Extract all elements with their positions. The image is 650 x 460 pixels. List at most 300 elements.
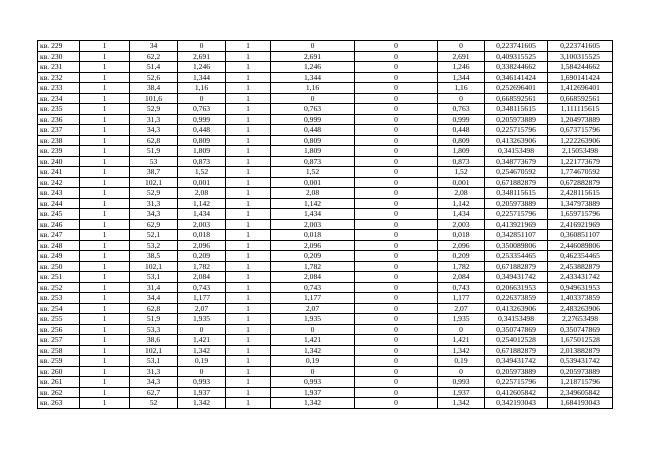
table-cell: 62,8 <box>130 303 178 314</box>
table-cell: 1,782 <box>438 261 485 272</box>
table-cell: 1 <box>226 72 271 83</box>
table-cell: 1 <box>80 377 130 388</box>
table-cell: 1,142 <box>271 198 355 209</box>
table-cell: 1,221773679 <box>548 156 613 167</box>
table-cell: 0 <box>355 219 438 230</box>
table-cell: 1 <box>80 345 130 356</box>
table-cell: 1,342 <box>438 345 485 356</box>
table-cell: 0 <box>355 93 438 104</box>
table-cell: 2,691 <box>178 51 226 62</box>
table-cell: 1 <box>226 83 271 94</box>
table-row <box>38 188 613 199</box>
table-cell: 0,743 <box>438 282 485 293</box>
table-cell: 0,949631953 <box>548 282 613 293</box>
table-cell: 1,16 <box>438 83 485 94</box>
table-cell: 1 <box>80 324 130 335</box>
table-cell: 1 <box>80 209 130 220</box>
table-cell: 0,34153498 <box>485 146 548 157</box>
apartment-label-cell: кв. 241 <box>38 167 80 178</box>
table-cell: 1,344 <box>271 72 355 83</box>
table-cell: 0 <box>355 335 438 346</box>
table-cell: 31,3 <box>130 114 178 125</box>
table-cell: 0,360851107 <box>548 230 613 241</box>
table-row <box>38 72 613 83</box>
table-cell: 0 <box>438 41 485 52</box>
table-cell: 1 <box>226 230 271 241</box>
table-cell: 1 <box>80 261 130 272</box>
table-cell: 1,690141424 <box>548 72 613 83</box>
table-cell: 0,350747869 <box>485 324 548 335</box>
apartment-label-cell: кв. 252 <box>38 282 80 293</box>
table-cell: 34 <box>130 41 178 52</box>
table-cell: 38,4 <box>130 83 178 94</box>
table-cell: 0,349431742 <box>485 356 548 367</box>
apartment-label-cell: кв. 263 <box>38 398 80 409</box>
table-cell: 1 <box>80 230 130 241</box>
table-row <box>38 51 613 62</box>
table-row <box>38 314 613 325</box>
table-cell: 1 <box>226 198 271 209</box>
table-cell: 0 <box>355 125 438 136</box>
table-cell: 0 <box>271 366 355 377</box>
table-cell: 1 <box>226 93 271 104</box>
table-cell: 1 <box>226 314 271 325</box>
table-cell: 1,937 <box>271 387 355 398</box>
table-cell: 53 <box>130 156 178 167</box>
table-cell: 52,9 <box>130 104 178 115</box>
table-cell: 2,084 <box>438 272 485 283</box>
table-cell: 0 <box>355 314 438 325</box>
apartment-label-cell: кв. 247 <box>38 230 80 241</box>
table-cell: 1,142 <box>178 198 226 209</box>
table-cell: 31,4 <box>130 282 178 293</box>
table-cell: 1 <box>226 303 271 314</box>
table-row <box>38 125 613 136</box>
table-cell: 0 <box>438 366 485 377</box>
table-cell: 0,34153498 <box>485 314 548 325</box>
table-cell: 0,999 <box>271 114 355 125</box>
table-cell: 31,3 <box>130 198 178 209</box>
table-cell: 1,342 <box>271 345 355 356</box>
table-cell: 1 <box>226 156 271 167</box>
apartment-label-cell: кв. 248 <box>38 240 80 251</box>
table-cell: 1 <box>226 282 271 293</box>
table-cell: 1,782 <box>178 261 226 272</box>
table-cell: 1 <box>80 272 130 283</box>
table-cell: 0,412605842 <box>485 387 548 398</box>
table-cell: 0,018 <box>271 230 355 241</box>
table-cell: 0,001 <box>178 177 226 188</box>
table-cell: 0 <box>355 156 438 167</box>
table-cell: 0,223741605 <box>548 41 613 52</box>
table-row <box>38 251 613 262</box>
table-row <box>38 198 613 209</box>
table-cell: 0 <box>355 251 438 262</box>
table-cell: 0,348115615 <box>485 188 548 199</box>
table-cell: 2,07 <box>271 303 355 314</box>
table-row <box>38 272 613 283</box>
table-cell: 0,349431742 <box>485 272 548 283</box>
table-cell: 0 <box>271 324 355 335</box>
table-cell: 52 <box>130 398 178 409</box>
table-cell: 0,671882879 <box>485 345 548 356</box>
table-cell: 1 <box>226 366 271 377</box>
table-cell: 0,205973889 <box>485 366 548 377</box>
table-cell: 1,52 <box>178 167 226 178</box>
table-cell: 0 <box>355 167 438 178</box>
table-cell: 1 <box>80 188 130 199</box>
table-cell: 0 <box>355 188 438 199</box>
table-row <box>38 62 613 73</box>
table-cell: 1,344 <box>438 72 485 83</box>
table-cell: 0 <box>355 72 438 83</box>
table-cell: 0,226373859 <box>485 293 548 304</box>
apartment-label-cell: кв. 262 <box>38 387 80 398</box>
table-cell: 0 <box>355 62 438 73</box>
table-cell: 2,003 <box>438 219 485 230</box>
table-row <box>38 345 613 356</box>
table-cell: 0,448 <box>438 125 485 136</box>
table-cell: 1 <box>226 240 271 251</box>
table-cell: 0,999 <box>178 114 226 125</box>
table-cell: 1 <box>80 125 130 136</box>
table-row <box>38 366 613 377</box>
table-cell: 0,348773679 <box>485 156 548 167</box>
table-row <box>38 282 613 293</box>
table-cell: 0,763 <box>271 104 355 115</box>
table-cell: 0 <box>271 93 355 104</box>
table-cell: 1 <box>226 114 271 125</box>
table-row <box>38 177 613 188</box>
apartment-label-cell: кв. 256 <box>38 324 80 335</box>
table-cell: 2,003 <box>178 219 226 230</box>
table-cell: 2,096 <box>271 240 355 251</box>
table-cell: 0 <box>178 41 226 52</box>
apartment-label-cell: кв. 245 <box>38 209 80 220</box>
table-cell: 51,9 <box>130 146 178 157</box>
table-cell: 62,9 <box>130 219 178 230</box>
apartment-label-cell: кв. 236 <box>38 114 80 125</box>
apartment-label-cell: кв. 244 <box>38 198 80 209</box>
table-cell: 0 <box>355 51 438 62</box>
table-row <box>38 219 613 230</box>
table-cell: 1 <box>80 156 130 167</box>
table-cell: 31,3 <box>130 366 178 377</box>
table-cell: 101,6 <box>130 93 178 104</box>
table-cell: 1 <box>226 135 271 146</box>
table-cell: 0,873 <box>438 156 485 167</box>
table-cell: 1 <box>80 251 130 262</box>
table-cell: 2,084 <box>271 272 355 283</box>
table-cell: 1,659715796 <box>548 209 613 220</box>
table-cell: 1 <box>80 387 130 398</box>
table-cell: 0 <box>438 93 485 104</box>
table-cell: 1,246 <box>438 62 485 73</box>
table-cell: 0,19 <box>438 356 485 367</box>
table-cell: 1 <box>226 324 271 335</box>
table-row <box>38 387 613 398</box>
table-cell: 102,1 <box>130 177 178 188</box>
table-cell: 1,344 <box>178 72 226 83</box>
table-cell: 0 <box>355 209 438 220</box>
table-cell: 2,483263906 <box>548 303 613 314</box>
table-cell: 0,346141424 <box>485 72 548 83</box>
table-cell: 1,342 <box>438 398 485 409</box>
table-cell: 1,342 <box>271 398 355 409</box>
table-row <box>38 335 613 346</box>
table-cell: 0 <box>355 345 438 356</box>
table-cell: 102,1 <box>130 261 178 272</box>
table-cell: 0,743 <box>178 282 226 293</box>
table-cell: 2,013882879 <box>548 345 613 356</box>
apartment-data-table <box>37 40 613 409</box>
apartment-label-cell: кв. 259 <box>38 356 80 367</box>
table-cell: 1,347973889 <box>548 198 613 209</box>
table-cell: 1,584244662 <box>548 62 613 73</box>
apartment-label-cell: кв. 235 <box>38 104 80 115</box>
table-cell: 0 <box>355 198 438 209</box>
table-cell: 1 <box>226 387 271 398</box>
table-cell: 1,434 <box>178 209 226 220</box>
table-cell: 0,413921969 <box>485 219 548 230</box>
apartment-label-cell: кв. 237 <box>38 125 80 136</box>
table-cell: 0,253354465 <box>485 251 548 262</box>
table-cell: 1,342 <box>178 345 226 356</box>
table-cell: 0,342193043 <box>485 398 548 409</box>
apartment-label-cell: кв. 246 <box>38 219 80 230</box>
table-row <box>38 41 613 52</box>
table-cell: 2,07 <box>438 303 485 314</box>
table-cell: 0 <box>178 93 226 104</box>
apartment-label-cell: кв. 242 <box>38 177 80 188</box>
table-cell: 0,671882879 <box>485 177 548 188</box>
table-cell: 1 <box>80 366 130 377</box>
table-cell: 1,434 <box>271 209 355 220</box>
table-cell: 0,809 <box>438 135 485 146</box>
table-cell: 1 <box>80 146 130 157</box>
table-cell: 0 <box>355 135 438 146</box>
table-cell: 0 <box>355 41 438 52</box>
apartment-label-cell: кв. 243 <box>38 188 80 199</box>
table-cell: 38,6 <box>130 335 178 346</box>
table-cell: 1,684193043 <box>548 398 613 409</box>
table-row <box>38 146 613 157</box>
table-row <box>38 377 613 388</box>
table-cell: 62,8 <box>130 135 178 146</box>
table-cell: 0,448 <box>271 125 355 136</box>
table-cell: 1 <box>226 125 271 136</box>
table-cell: 0,225715796 <box>485 125 548 136</box>
apartment-label-cell: кв. 238 <box>38 135 80 146</box>
table-cell: 0,223741605 <box>485 41 548 52</box>
table-cell: 0,018 <box>438 230 485 241</box>
table-cell: 0,668592561 <box>548 93 613 104</box>
table-cell: 0,673715796 <box>548 125 613 136</box>
table-row <box>38 114 613 125</box>
table-cell: 1,809 <box>178 146 226 157</box>
table-cell: 1 <box>80 293 130 304</box>
table-row <box>38 261 613 272</box>
table-cell: 1,52 <box>271 167 355 178</box>
table-cell: 0,763 <box>438 104 485 115</box>
apartment-label-cell: кв. 249 <box>38 251 80 262</box>
table-row <box>38 324 613 335</box>
table-cell: 1,937 <box>438 387 485 398</box>
table-cell: 1 <box>226 272 271 283</box>
table-body <box>38 41 613 409</box>
table-cell: 53,3 <box>130 324 178 335</box>
table-cell: 0 <box>355 387 438 398</box>
table-cell: 0 <box>438 324 485 335</box>
table-cell: 1,222263906 <box>548 135 613 146</box>
table-cell: 38,5 <box>130 251 178 262</box>
table-cell: 0 <box>355 324 438 335</box>
table-cell: 0,205973889 <box>548 366 613 377</box>
apartment-label-cell: кв. 231 <box>38 62 80 73</box>
table-cell: 2,428115615 <box>548 188 613 199</box>
table-cell: 1,177 <box>178 293 226 304</box>
table-cell: 0 <box>355 303 438 314</box>
table-cell: 0 <box>355 261 438 272</box>
table-cell: 1,421 <box>271 335 355 346</box>
table-cell: 0 <box>355 377 438 388</box>
table-cell: 0,209 <box>271 251 355 262</box>
table-row <box>38 156 613 167</box>
table-cell: 1 <box>226 219 271 230</box>
apartment-label-cell: кв. 261 <box>38 377 80 388</box>
table-cell: 1,16 <box>178 83 226 94</box>
table-cell: 34,3 <box>130 125 178 136</box>
table-cell: 1 <box>80 356 130 367</box>
table-cell: 3,100315525 <box>548 51 613 62</box>
table-cell: 1 <box>80 93 130 104</box>
table-cell: 1 <box>80 135 130 146</box>
apartment-label-cell: кв. 239 <box>38 146 80 157</box>
table-row <box>38 93 613 104</box>
table-cell: 2,096 <box>438 240 485 251</box>
table-cell: 0,993 <box>178 377 226 388</box>
table-cell: 1,935 <box>271 314 355 325</box>
table-cell: 2,08 <box>271 188 355 199</box>
table-cell: 52,9 <box>130 188 178 199</box>
table-cell: 0,350089806 <box>485 240 548 251</box>
table-row <box>38 398 613 409</box>
table-cell: 1 <box>226 167 271 178</box>
table-cell: 1 <box>226 335 271 346</box>
table-cell: 1,342 <box>178 398 226 409</box>
table-cell: 0 <box>178 324 226 335</box>
table-cell: 0,462354465 <box>548 251 613 262</box>
table-cell: 0,209 <box>178 251 226 262</box>
table-cell: 1,675012528 <box>548 335 613 346</box>
table-cell: 2,07 <box>178 303 226 314</box>
table-cell: 1 <box>80 314 130 325</box>
table-cell: 1 <box>226 62 271 73</box>
table-cell: 0,413263906 <box>485 303 548 314</box>
table-cell: 1 <box>226 51 271 62</box>
table-cell: 0 <box>355 104 438 115</box>
table-cell: 1,16 <box>271 83 355 94</box>
table-cell: 1,421 <box>438 335 485 346</box>
table-row <box>38 240 613 251</box>
apartment-label-cell: кв. 232 <box>38 72 80 83</box>
table-cell: 1,935 <box>178 314 226 325</box>
table-cell: 52,6 <box>130 72 178 83</box>
table-row <box>38 303 613 314</box>
table-cell: 0,254012528 <box>485 335 548 346</box>
table-cell: 0,209 <box>438 251 485 262</box>
table-cell: 1,434 <box>438 209 485 220</box>
table-cell: 2,416921969 <box>548 219 613 230</box>
table-cell: 2,096 <box>178 240 226 251</box>
table-cell: 0,809 <box>178 135 226 146</box>
table-cell: 1 <box>226 104 271 115</box>
table-cell: 38,7 <box>130 167 178 178</box>
table-row <box>38 230 613 241</box>
table-cell: 1 <box>226 293 271 304</box>
table-cell: 1 <box>226 345 271 356</box>
table-cell: 0 <box>355 282 438 293</box>
table-cell: 0,338244662 <box>485 62 548 73</box>
table-cell: 0,763 <box>178 104 226 115</box>
table-cell: 0,448 <box>178 125 226 136</box>
table-cell: 0,409315525 <box>485 51 548 62</box>
table-cell: 0,205973889 <box>485 114 548 125</box>
table-cell: 1 <box>226 261 271 272</box>
table-cell: 0 <box>355 146 438 157</box>
table-cell: 2,15053498 <box>548 146 613 157</box>
table-cell: 0,809 <box>271 135 355 146</box>
table-cell: 1,204973889 <box>548 114 613 125</box>
table-cell: 0,672882879 <box>548 177 613 188</box>
table-cell: 1 <box>226 177 271 188</box>
table-cell: 1,177 <box>438 293 485 304</box>
table-cell: 1 <box>80 240 130 251</box>
apartment-label-cell: кв. 254 <box>38 303 80 314</box>
table-cell: 1 <box>80 72 130 83</box>
table-cell: 1 <box>80 219 130 230</box>
table-cell: 1,937 <box>178 387 226 398</box>
table-cell: 1 <box>226 377 271 388</box>
table-cell: 1 <box>80 177 130 188</box>
table-cell: 0,001 <box>438 177 485 188</box>
table-cell: 1 <box>80 167 130 178</box>
table-cell: 0,873 <box>178 156 226 167</box>
apartment-label-cell: кв. 229 <box>38 41 80 52</box>
table-cell: 1,809 <box>271 146 355 157</box>
table-row <box>38 83 613 94</box>
table-row <box>38 135 613 146</box>
table-cell: 0,348115615 <box>485 104 548 115</box>
apartment-label-cell: кв. 240 <box>38 156 80 167</box>
table-cell: 53,1 <box>130 272 178 283</box>
table-cell: 0,999 <box>438 114 485 125</box>
table-cell: 53,1 <box>130 356 178 367</box>
table-cell: 2,453882879 <box>548 261 613 272</box>
table-cell: 0,539431742 <box>548 356 613 367</box>
table-cell: 1,142 <box>438 198 485 209</box>
table-cell: 0 <box>355 293 438 304</box>
table-row <box>38 167 613 178</box>
table-cell: 2,003 <box>271 219 355 230</box>
table-cell: 0,413263906 <box>485 135 548 146</box>
table-cell: 0,205973889 <box>485 198 548 209</box>
table-cell: 1 <box>226 188 271 199</box>
table-cell: 0 <box>355 356 438 367</box>
table-cell: 0 <box>271 41 355 52</box>
table-cell: 1,935 <box>438 314 485 325</box>
table-cell: 2,27653498 <box>548 314 613 325</box>
